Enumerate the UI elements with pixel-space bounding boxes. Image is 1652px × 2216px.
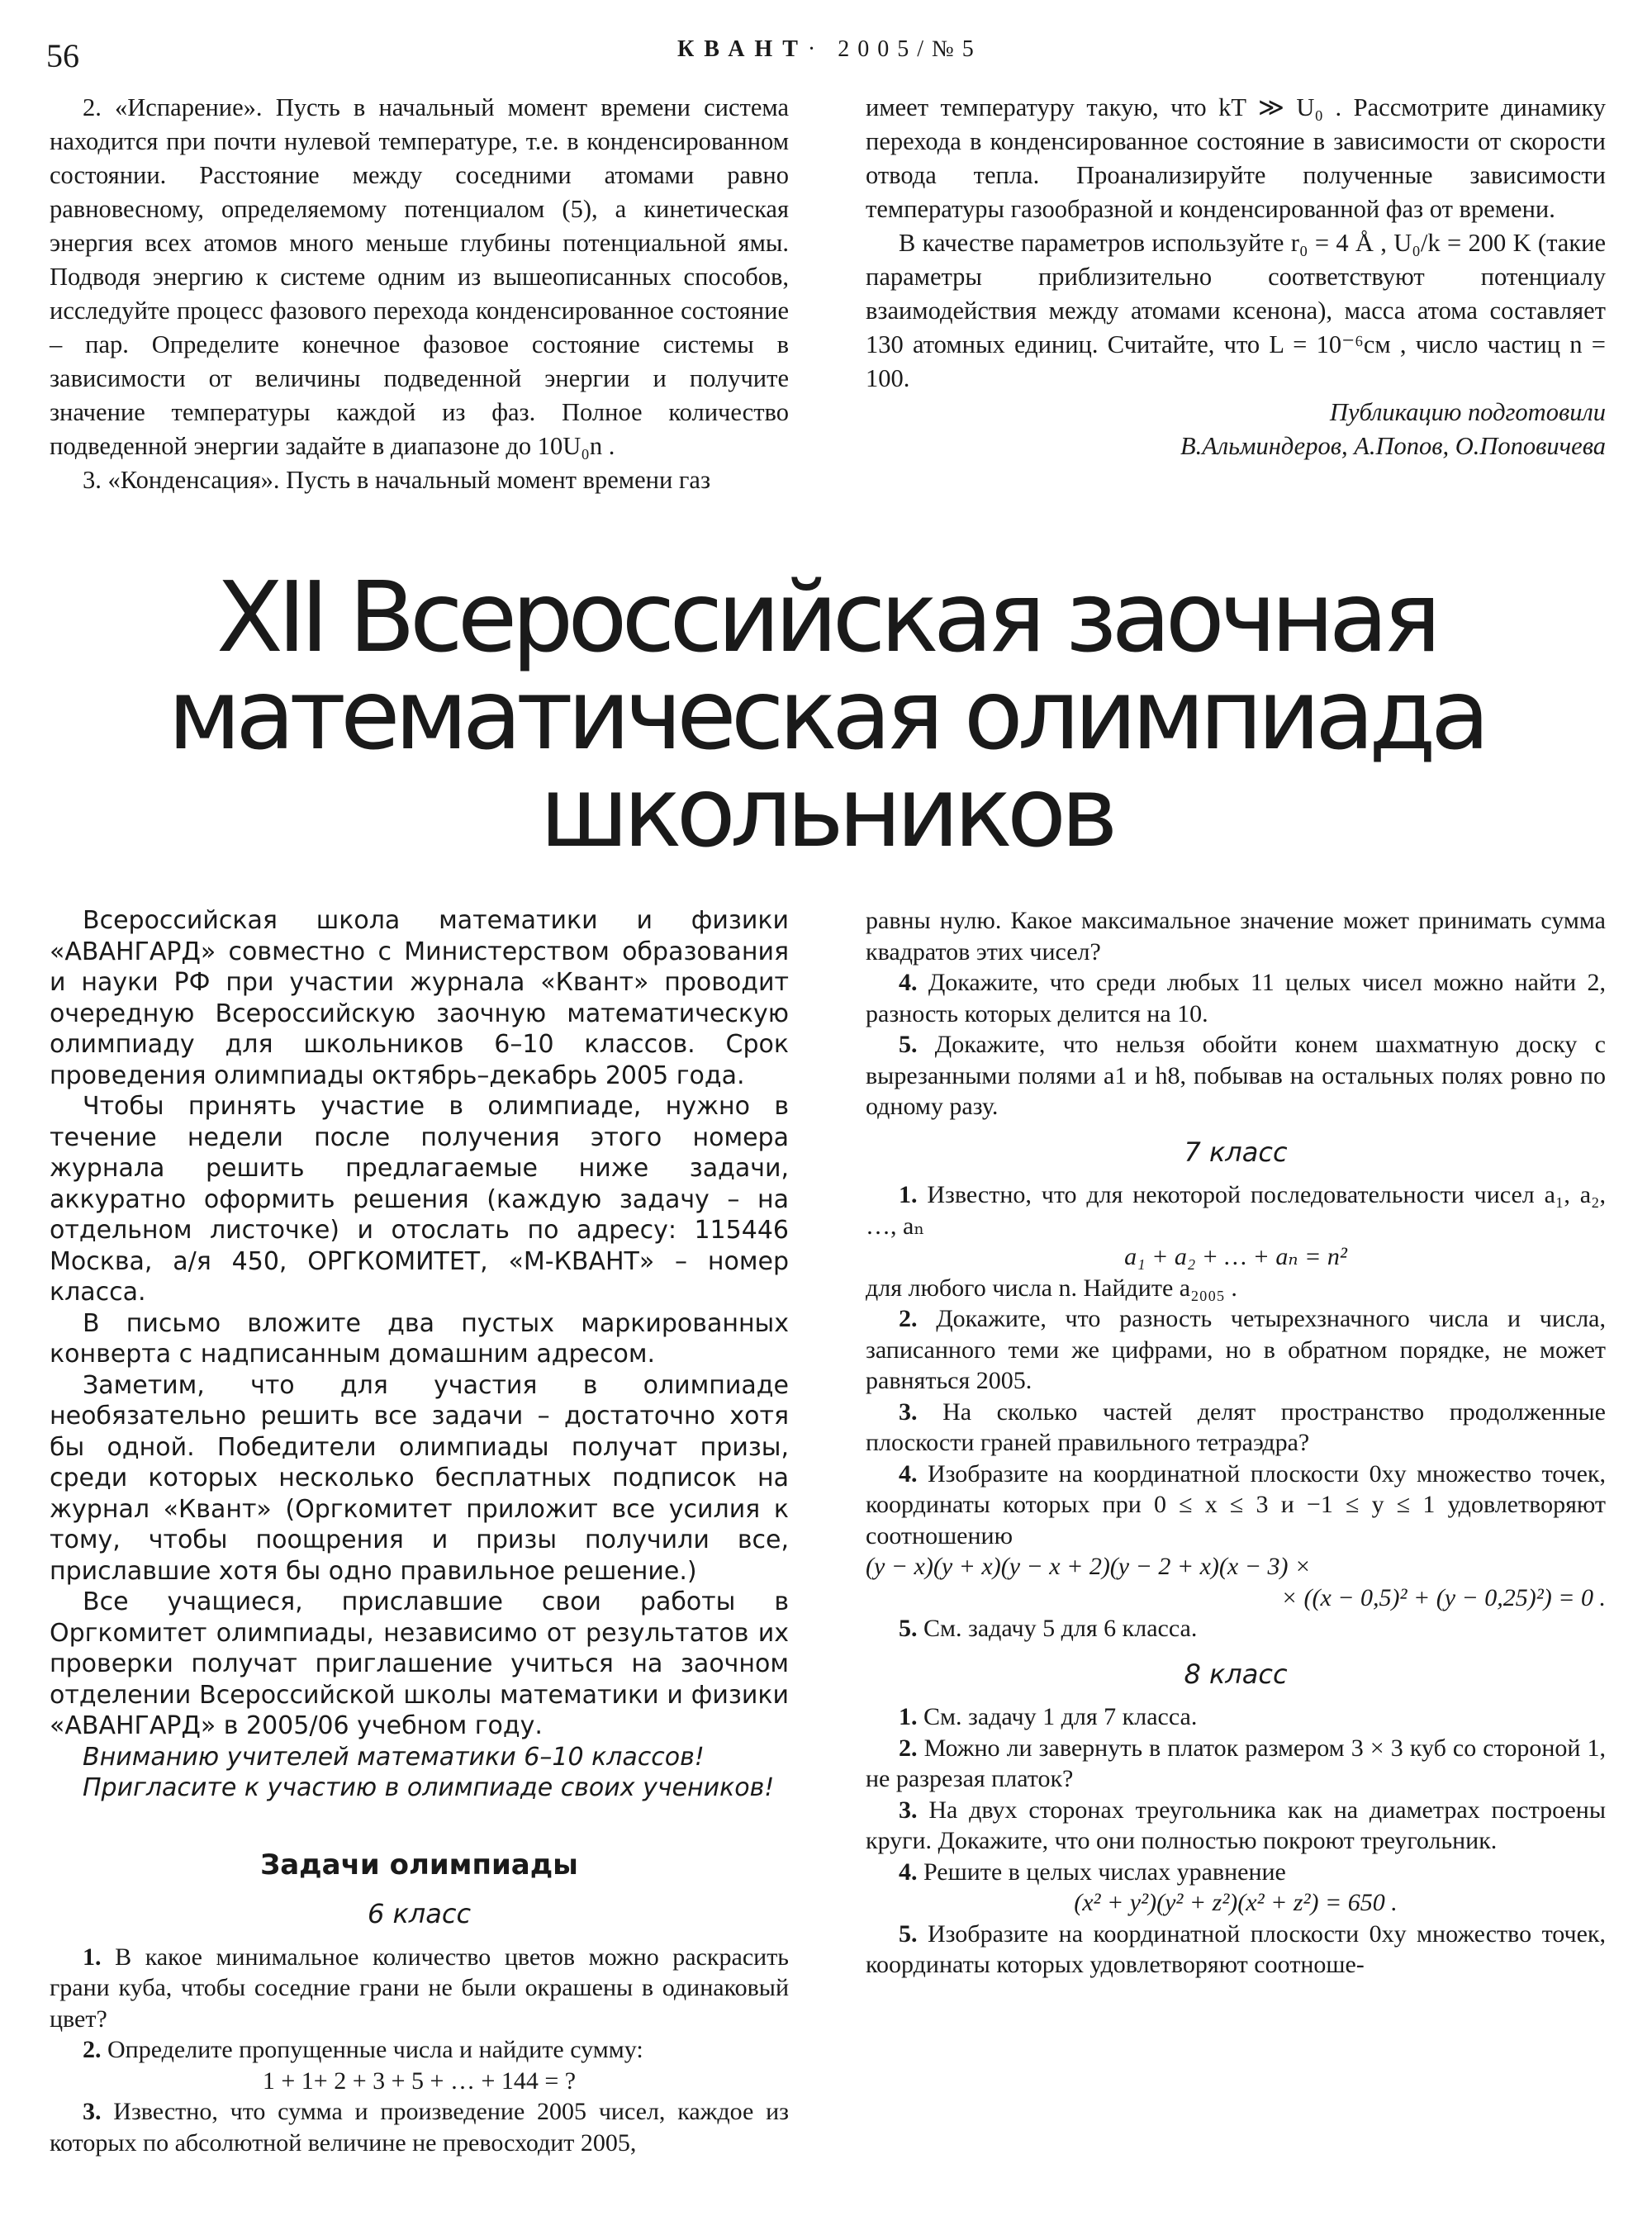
problem-item — [866, 1029, 1606, 1122]
problem-item — [866, 1397, 1606, 1459]
grade-heading-6: 6 класс — [367, 1898, 472, 1929]
problem-number: 4. — [899, 1858, 918, 1886]
problem-text: Известно, что для некоторой последовательности чисел a₁, a₂, …, aₙ — [866, 1181, 1606, 1240]
top-left-column — [50, 91, 789, 497]
problem-text: Докажите, что нельзя обойти конем шахматную доску с вырезанными полями a1 и h8, побывав на остальных полях ровно по одному разу. — [866, 1031, 1606, 1120]
problem-text: Докажите, что среди любых 11 целых чисел можно найти 2, разность которых делится на 10. — [866, 969, 1606, 1027]
formula: × ((x − 0,5)² + (y − 0,25)²) = 0 . — [1280, 1583, 1606, 1611]
section-title: Задачи олимпиады — [260, 1848, 578, 1881]
problem-item — [50, 2034, 789, 2066]
problem-text: На двух сторонах треугольника как на диаметрах построены круги. Докажите, что они полностью покроют треугольник. — [866, 1796, 1606, 1854]
formula: a₁ + a₂ + … + aₙ = n² — [1124, 1243, 1347, 1270]
bottom-right-column — [866, 905, 1606, 1981]
intro-paragraph: Заметим, что для участия в олимпиаде необязательно решить все задачи – достаточно хотя бы одной. Победители олимпиады получат призы, среди которых несколько бесплатных подписок на журнал «Квант» (Оргкомитет приложит все усилия к тому, чтобы поощрения и призы получили все, приславшие хотя бы одно правильное решение.) — [50, 1370, 789, 1586]
problem-item — [866, 1303, 1606, 1397]
problem-item — [866, 967, 1606, 1029]
credit-line: Публикацию подготовили — [1329, 398, 1606, 426]
problem-evaporation: 2. «Испарение». Пусть в начальный момент времени система находится при почти нулевой температуре, т.е. в конденсированном состоянии. Расстояние между соседними атомами равно равновесному, определяемому потенциалом (5), а кинетическая энергия всех атомов много меньше глубины потенциальной ямы. Подводя энергию к системе одним из вышеописанных способов, исследуйте процесс фазового перехода конденсированное состояние – пар. Определите конечное фазовое состояние системы в зависимости от величины подведенной энергии и получите значение температуры каждой из фаз. Полное количество подведенной энергии задайте в диапазоне до 10U₀n . — [50, 93, 789, 460]
grade-6-problems — [50, 1942, 789, 2159]
grade-heading-7: 7 класс — [1184, 1136, 1288, 1168]
problem-item — [866, 1857, 1606, 1888]
problem-text: Изобразите на координатной плоскости 0xy множество точек, координаты которых при 0 ≤ x ≤ 3 и −1 ≤ y ≤ 1 удовлетворяют соотношению — [866, 1459, 1606, 1549]
problem-text: Изобразите на координатной плоскости 0xy множество точек, координаты которых удовлетворяют соотноше- — [866, 1919, 1606, 1978]
problem-item — [50, 2096, 789, 2158]
problem-number: 1. — [899, 1703, 918, 1730]
problem-item — [866, 1733, 1606, 1795]
intro-paragraph: Все учащиеся, приславшие свои работы в Оргкомитет олимпиады, независимо от результатов их проверки получат приглашение учиться на заочном отделении Всероссийской школы математики и физики «АВАНГАРД» в 2005/06 учебном году. — [50, 1587, 789, 1740]
title-line-3: школьников — [539, 755, 1113, 869]
intro-paragraph: Чтобы принять участие в олимпиаде, нужно в течение недели после получения этого номера журнала решить предлагаемые ниже задачи, аккуратно оформить решения (каждую задачу – на отдельном листочке) и отослать по адресу: 115446 Москва, а/я 450, ОРГКОМИТЕТ, «М-КВАНТ» – номер класса. — [50, 1092, 789, 1307]
problem-number: 2. — [899, 1305, 918, 1332]
problem-text: Можно ли завернуть в платок размером 3 × 3 куб со стороной 1, не разрезая платок? — [866, 1734, 1606, 1792]
problem-condensation-start: 3. «Конденсация». Пусть в начальный момент времени газ — [83, 466, 710, 494]
problem-number: 2. — [899, 1734, 918, 1762]
problem-item — [866, 1795, 1606, 1857]
intro-block — [50, 905, 789, 1930]
problem-text: Решите в целых числах уравнение — [917, 1858, 1286, 1886]
problem-item — [50, 1942, 789, 2035]
problem-number: 2. — [83, 2036, 102, 2063]
problem-number: 1. — [83, 1943, 102, 1971]
problem-item — [866, 1613, 1606, 1644]
problem-number: 5. — [899, 1919, 918, 1948]
problem-text: См. задачу 5 для 6 класса. — [917, 1615, 1198, 1642]
teacher-notice: Пригласите к участию в олимпиаде своих учеников! — [83, 1773, 775, 1802]
title-line-1: XII Всероссийская заочная — [216, 560, 1436, 674]
credit-authors: В.Альминдеров, А.Попов, О.Поповичева — [1180, 432, 1606, 460]
problem-number: 4. — [899, 1459, 918, 1488]
problem-item — [866, 1179, 1606, 1241]
grade-heading-8: 8 класс — [1184, 1658, 1288, 1690]
formula: (y − x)(y + x)(y − x + 2)(y − 2 + x)(x − 3) × — [866, 1553, 1312, 1580]
problem-number: 5. — [899, 1031, 918, 1058]
problem-condensation-cont: имеет температуру такую, что kT ≫ U₀ . Рассмотрите динамику перехода в конденсированное состояние в зависимости от скорости отвода тепла. Проанализируйте полученные зависимости температуры газообразной и конденсированной фаз от времени. — [866, 93, 1606, 223]
intro-paragraph: Всероссийская школа математики и физики «АВАНГАРД» совместно с Министерством образования и науки РФ при участии журнала «Квант» проводит очередную Всероссийскую заочную математическую олимпиаду для школьников 6–10 классов. Срок проведения олимпиады октябрь–декабрь 2005 года. — [50, 906, 789, 1090]
formula: (x² + y²)(y² + z²)(x² + z²) = 650 . — [1074, 1889, 1398, 1916]
journal-name: КВАНТ — [677, 36, 808, 62]
intro-paragraph: В письмо вложите два пустых маркированных конверта с надписанным домашним адресом. — [50, 1308, 789, 1369]
problem-text: Известно, что сумма и произведение 2005 чисел, каждое из которых по абсолютной величине не превосходит 2005, — [50, 2098, 789, 2157]
title-line-2: математическая олимпиада — [167, 657, 1485, 771]
running-header — [677, 36, 982, 63]
formula: 1 + 1+ 2 + 3 + 5 + … + 144 = ? — [262, 2067, 577, 2095]
article-title — [0, 560, 1652, 869]
problem-number: 3. — [83, 2098, 102, 2125]
problem-item — [866, 1701, 1606, 1733]
parameters-paragraph: В качестве параметров используйте r₀ = 4 Å , U₀/k = 200 K (такие параметры приблизительно соответствуют потенциалу взаимодействия между атомами ксенона), масса атома составляет 130 атомных единиц. Считайте, что L = 10⁻⁶см , число частиц n = 100. — [866, 229, 1606, 392]
problem-text: См. задачу 1 для 7 класса. — [917, 1703, 1198, 1730]
problem-number: 3. — [899, 1397, 918, 1426]
problem-number: 1. — [899, 1181, 918, 1208]
problem-text: Докажите, что разность четырехзначного числа и числа, записанного теми же цифрами, но в обратном порядке, не может равняться 2005. — [866, 1305, 1606, 1394]
problem-item — [866, 1459, 1606, 1552]
journal-issue: · 2005/№5 — [807, 36, 982, 62]
problem-text: равны нулю. Какое максимальное значение может принимать сумма квадратов этих чисел? — [866, 907, 1606, 966]
problem-text: для любого числа n. Найдите a₂₀₀₅ . — [866, 1274, 1237, 1302]
problem-text: На сколько частей делят пространство продолженные плоскости граней правильного тетраэдра? — [866, 1397, 1606, 1456]
bottom-left-column — [50, 905, 789, 2158]
problem-item — [866, 1919, 1606, 1981]
problem-number: 5. — [899, 1615, 918, 1642]
problem-number: 4. — [899, 969, 918, 996]
problem-number: 3. — [899, 1796, 918, 1824]
problem-text: В какое минимальное количество цветов можно раскрасить грани куба, чтобы соседние грани не были окрашены в одинаковый цвет? — [50, 1943, 789, 2033]
problem-text: Определите пропущенные числа и найдите сумму: — [101, 2036, 643, 2063]
top-right-column — [866, 91, 1606, 463]
page-number: 56 — [46, 37, 79, 74]
teacher-notice: Вниманию учителей математики 6–10 классов! — [83, 1742, 705, 1772]
